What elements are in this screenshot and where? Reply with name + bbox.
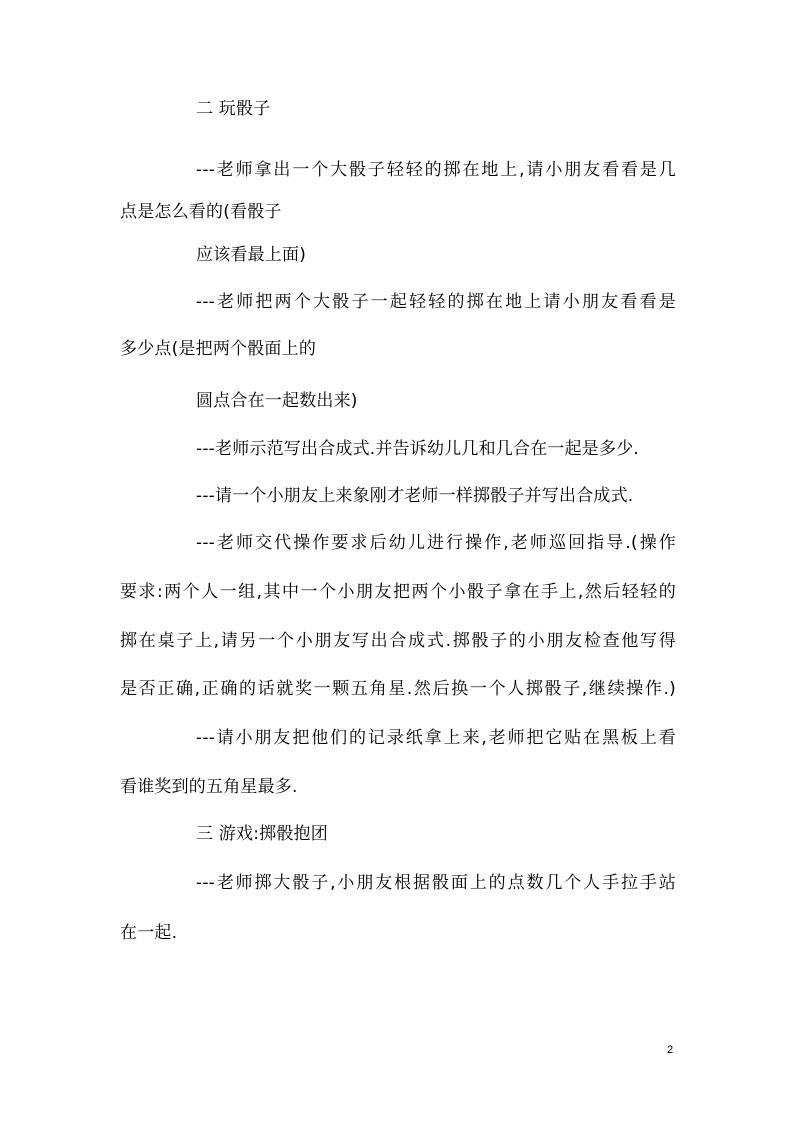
paragraph-line: 掷在桌子上,请另一个小朋友写出合成式.掷骰子的小朋友检查他写得	[120, 631, 676, 651]
paragraph-line: ---老师拿出一个大骰子轻轻的掷在地上,请小朋友看看是几	[196, 160, 676, 180]
paragraph-line: ---老师示范写出合成式.并告诉幼儿几和几合在一起是多少.	[196, 439, 640, 459]
paragraph-line: ---请一个小朋友上来象刚才老师一样掷骰子并写出合成式.	[196, 486, 634, 506]
page-number: 2	[667, 1044, 674, 1056]
paragraph-line: 多少点(是把两个骰面上的	[120, 339, 317, 359]
section-heading-game: 三 游戏:掷骰抱团	[196, 824, 328, 844]
paragraph-line: ---老师掷大骰子,小朋友根据骰面上的点数几个人手拉手站	[196, 873, 676, 893]
paragraph-line: 圆点合在一起数出来)	[196, 391, 358, 411]
section-heading-play-dice: 二 玩骰子	[196, 99, 271, 119]
paragraph-line: ---请小朋友把他们的记录纸拿上来,老师把它贴在黑板上看	[196, 728, 676, 748]
paragraph-line: 在一起.	[120, 923, 178, 943]
paragraph-line: ---老师把两个大骰子一起轻轻的掷在地上请小朋友看看是	[196, 292, 676, 312]
paragraph-line: ---老师交代操作要求后幼儿进行操作,老师巡回指导.(操作	[196, 533, 676, 553]
paragraph-line: 点是怎么看的(看骰子	[120, 202, 282, 222]
paragraph-line: 看谁奖到的五角星最多.	[120, 777, 298, 797]
paragraph-line: 应该看最上面)	[196, 245, 307, 265]
paragraph-line: 是否正确,正确的话就奖一颗五角星.然后换一个人掷骰子,继续操作.)	[120, 679, 676, 699]
paragraph-line: 要求:两个人一组,其中一个小朋友把两个小骰子拿在手上,然后轻轻的	[120, 582, 676, 602]
